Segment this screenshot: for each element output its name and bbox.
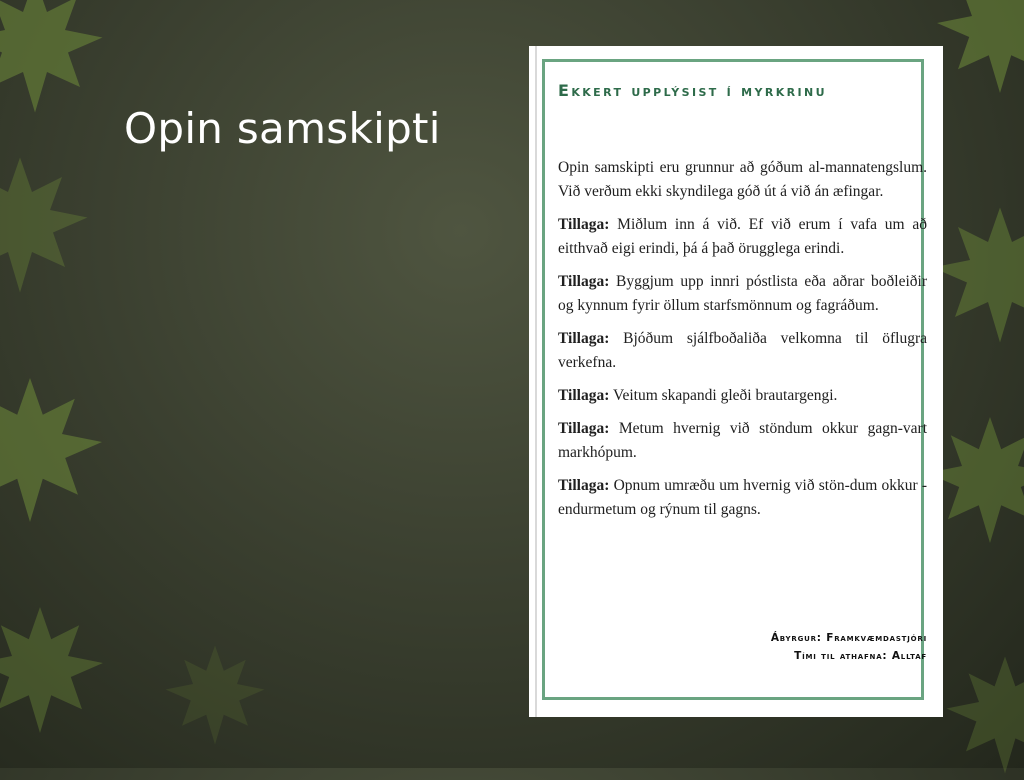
maple-leaf-decoration	[0, 150, 95, 300]
time-to-act-line: Tími til athafna: Alltaf	[794, 650, 927, 662]
suggestion-text: Byggjum upp innri póstlista eða aðrar boðleiðir og kynnum fyrir öllum starfsmönnum og fagráðum.	[558, 273, 927, 314]
suggestion-text: Veitum skapandi gleði brautargengi.	[609, 387, 838, 404]
suggestion-paragraph	[558, 327, 927, 375]
suggestion-text: Bjóðum sjálfboðaliða velkomna til öflugra verkefna.	[558, 330, 927, 371]
slide-title: Opin samskipti	[124, 104, 441, 153]
card-footer	[771, 629, 927, 665]
page-fold-edge	[535, 46, 537, 717]
suggestion-paragraph	[558, 384, 927, 408]
suggestion-label: Tillaga:	[558, 420, 610, 437]
suggestion-paragraph	[558, 270, 927, 318]
suggestion-label: Tillaga:	[558, 330, 610, 347]
maple-leaf-decoration	[0, 600, 110, 740]
intro-paragraph: Opin samskipti eru grunnur að góðum al-mannatengslum. Við verðum ekki skyndilega góð út á við án æfingar.	[558, 159, 927, 200]
suggestion-text: Opnum umræðu um hvernig við stön-dum okkur - endurmetum og rýnum til gagns.	[558, 477, 927, 518]
maple-leaf-decoration	[160, 640, 270, 750]
maple-leaf-decoration	[0, 0, 110, 120]
maple-leaf-decoration	[930, 0, 1024, 100]
card-heading: Ekkert upplýsist í myrkrinu	[558, 81, 827, 100]
suggestion-label: Tillaga:	[558, 387, 610, 404]
suggestion-text: Metum hvernig við stöndum okkur gagn-vart markhópum.	[558, 420, 927, 461]
suggestion-label: Tillaga:	[558, 477, 610, 494]
card-body	[558, 156, 927, 531]
suggestion-label: Tillaga:	[558, 216, 610, 233]
suggestion-label: Tillaga:	[558, 273, 610, 290]
responsible-line: Ábyrgur: Framkvæmdastjóri	[770, 632, 927, 644]
brochure-page	[529, 46, 943, 717]
maple-leaf-decoration	[0, 370, 110, 530]
suggestion-paragraph	[558, 474, 927, 522]
suggestion-paragraph	[558, 417, 927, 465]
suggestion-paragraph	[558, 213, 927, 261]
suggestion-text: Miðlum inn á við. Ef við erum í vafa um að eitthvað eigi erindi, þá á það örugglega erindi.	[558, 216, 927, 257]
maple-leaf-decoration	[940, 650, 1024, 780]
